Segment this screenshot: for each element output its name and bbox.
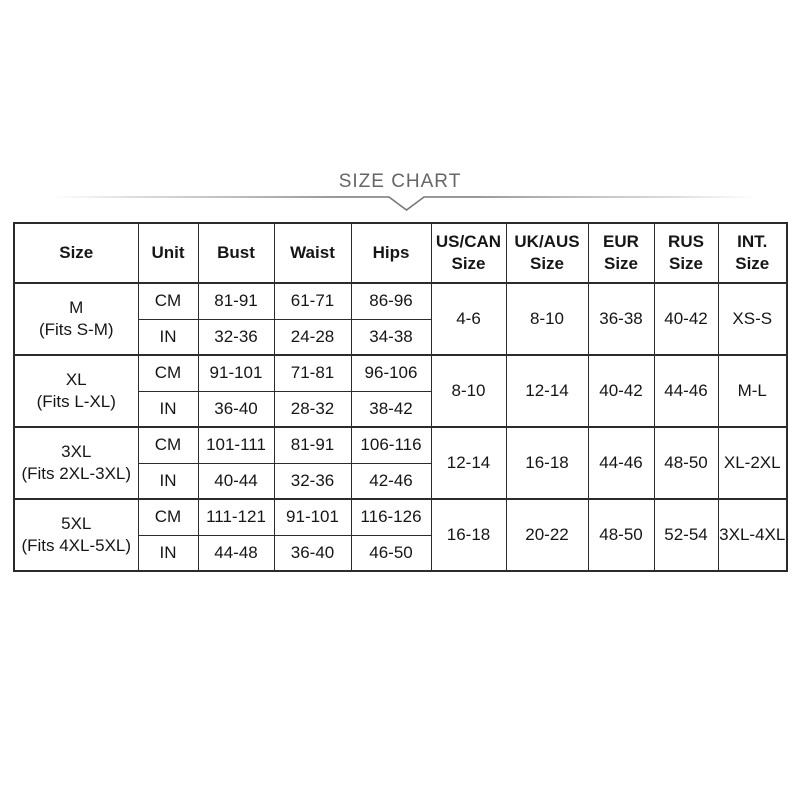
- unit-in-cell: IN: [138, 463, 198, 499]
- int-cell: XL-2XL: [718, 427, 787, 499]
- waist-cm-cell: 71-81: [274, 355, 351, 391]
- hips-cm-cell: 106-116: [351, 427, 431, 463]
- header-eur-size: EUR Size: [588, 223, 654, 283]
- bust-cm-cell: 101-111: [198, 427, 274, 463]
- eur-cell: 40-42: [588, 355, 654, 427]
- size-fits-label: (Fits 4XL-5XL): [21, 536, 132, 555]
- hips-in-cell: 38-42: [351, 391, 431, 427]
- waist-cm-cell: 61-71: [274, 283, 351, 319]
- size-fits-label: (Fits 2XL-3XL): [21, 464, 132, 483]
- header-bust: Bust: [198, 223, 274, 283]
- size-label: M: [69, 297, 84, 317]
- size-chart-table: [13, 222, 788, 572]
- size-cell-xl: [14, 355, 138, 427]
- eur-cell: 48-50: [588, 499, 654, 571]
- header-uk-aus-size: UK/AUS Size: [506, 223, 588, 283]
- hips-in-cell: 34-38: [351, 319, 431, 355]
- size-cell-5xl: [14, 499, 138, 571]
- uk-aus-cell: 8-10: [506, 283, 588, 355]
- hips-cm-cell: 86-96: [351, 283, 431, 319]
- header-us-can-size: US/CAN Size: [431, 223, 506, 283]
- header-unit: Unit: [138, 223, 198, 283]
- us-can-cell: 8-10: [431, 355, 506, 427]
- size-fits-label: (Fits L-XL): [36, 392, 116, 411]
- size-cell-m: [14, 283, 138, 355]
- size-label: 3XL: [61, 441, 92, 461]
- header-rus-size: RUS Size: [654, 223, 718, 283]
- bust-cm-cell: 111-121: [198, 499, 274, 535]
- bust-in-cell: 44-48: [198, 535, 274, 571]
- hips-cm-cell: 116-126: [351, 499, 431, 535]
- unit-in-cell: IN: [138, 391, 198, 427]
- size-label: 5XL: [61, 513, 92, 533]
- waist-cm-cell: 91-101: [274, 499, 351, 535]
- int-cell: M-L: [718, 355, 787, 427]
- unit-in-cell: IN: [138, 535, 198, 571]
- int-cell: 3XL-4XL: [718, 499, 787, 571]
- title-underline-notch-icon: [0, 194, 800, 216]
- unit-cm-cell: CM: [138, 355, 198, 391]
- hips-cm-cell: 96-106: [351, 355, 431, 391]
- bust-in-cell: 36-40: [198, 391, 274, 427]
- header-size: Size: [14, 223, 138, 283]
- page-title: SIZE CHART: [338, 171, 462, 192]
- unit-cm-cell: CM: [138, 499, 198, 535]
- unit-cm-cell: CM: [138, 283, 198, 319]
- us-can-cell: 4-6: [431, 283, 506, 355]
- header-int-size: INT. Size: [718, 223, 787, 283]
- table-header-row: [14, 223, 787, 283]
- unit-cm-cell: CM: [138, 427, 198, 463]
- bust-in-cell: 40-44: [198, 463, 274, 499]
- header-waist: Waist: [274, 223, 351, 283]
- waist-in-cell: 36-40: [274, 535, 351, 571]
- eur-cell: 44-46: [588, 427, 654, 499]
- header-hips: Hips: [351, 223, 431, 283]
- row-xl-cm: [14, 355, 787, 391]
- waist-cm-cell: 81-91: [274, 427, 351, 463]
- bust-cm-cell: 91-101: [198, 355, 274, 391]
- bust-cm-cell: 81-91: [198, 283, 274, 319]
- waist-in-cell: 28-32: [274, 391, 351, 427]
- uk-aus-cell: 12-14: [506, 355, 588, 427]
- hips-in-cell: 42-46: [351, 463, 431, 499]
- uk-aus-cell: 16-18: [506, 427, 588, 499]
- rus-cell: 44-46: [654, 355, 718, 427]
- us-can-cell: 12-14: [431, 427, 506, 499]
- row-3xl-cm: [14, 427, 787, 463]
- rus-cell: 48-50: [654, 427, 718, 499]
- size-fits-label: (Fits S-M): [38, 320, 114, 339]
- size-cell-3xl: [14, 427, 138, 499]
- unit-in-cell: IN: [138, 319, 198, 355]
- eur-cell: 36-38: [588, 283, 654, 355]
- row-m-cm: [14, 283, 787, 319]
- bust-in-cell: 32-36: [198, 319, 274, 355]
- int-cell: XS-S: [718, 283, 787, 355]
- waist-in-cell: 24-28: [274, 319, 351, 355]
- rus-cell: 40-42: [654, 283, 718, 355]
- hips-in-cell: 46-50: [351, 535, 431, 571]
- rus-cell: 52-54: [654, 499, 718, 571]
- uk-aus-cell: 20-22: [506, 499, 588, 571]
- waist-in-cell: 32-36: [274, 463, 351, 499]
- size-label: XL: [65, 369, 87, 389]
- row-5xl-cm: [14, 499, 787, 535]
- us-can-cell: 16-18: [431, 499, 506, 571]
